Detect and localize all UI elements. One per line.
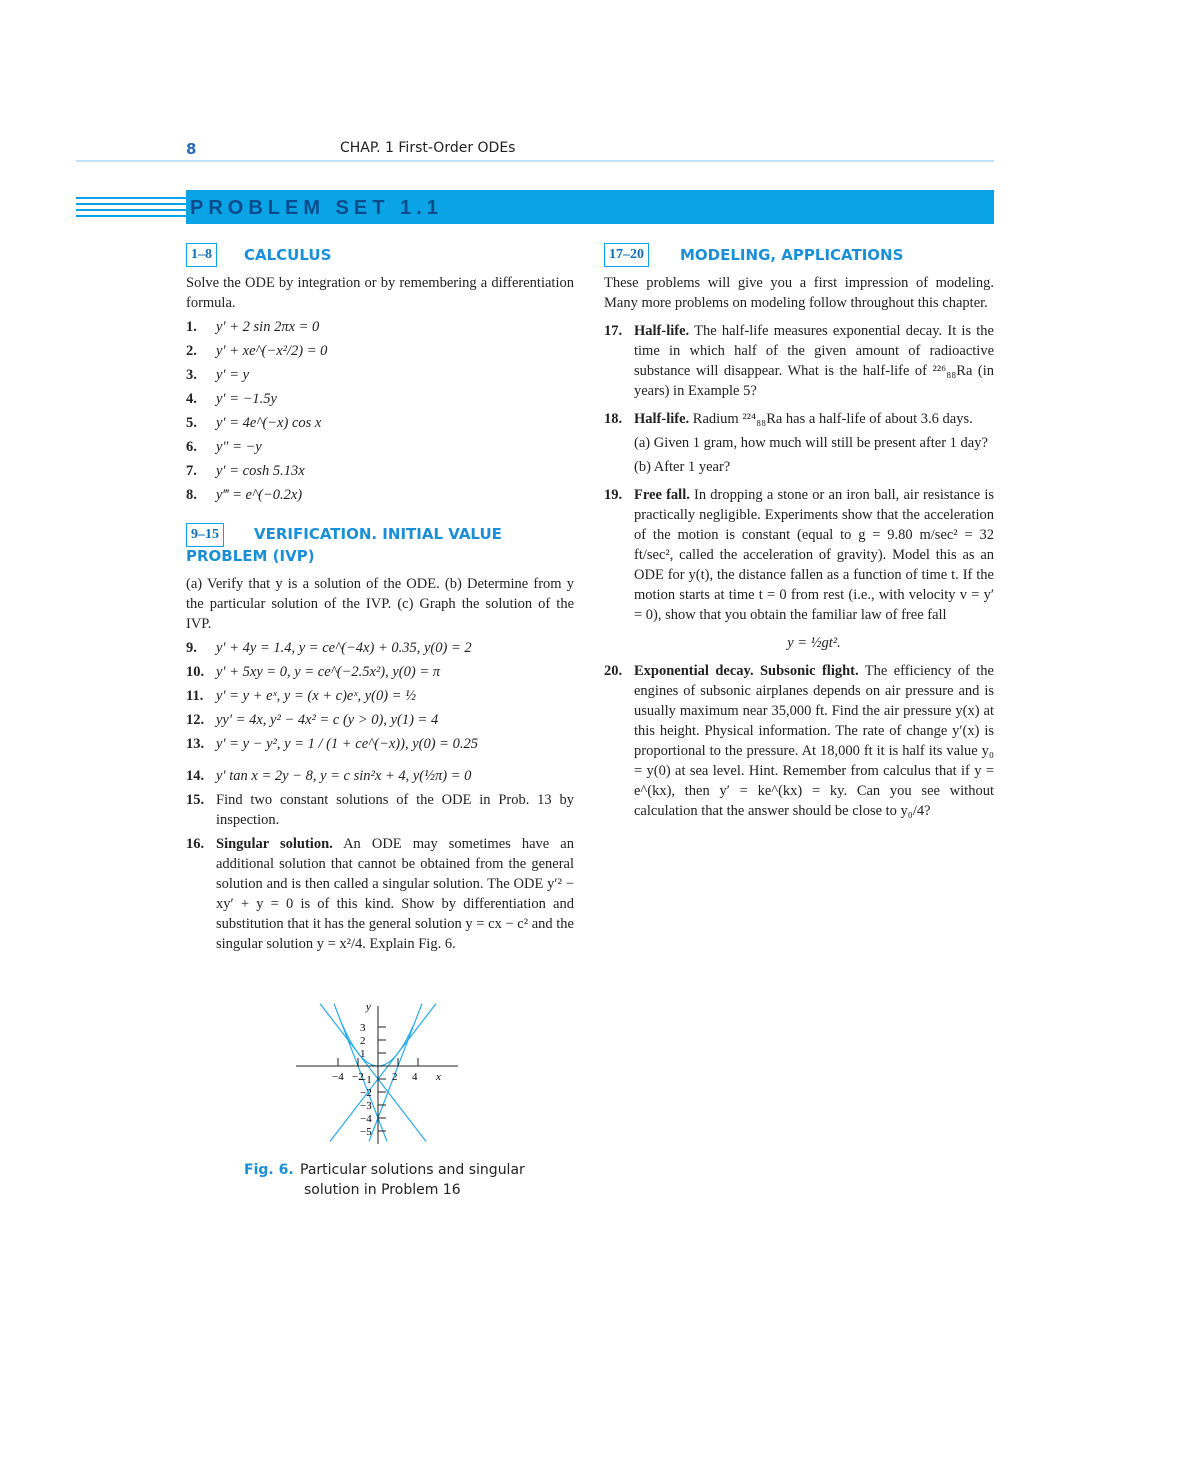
section-range-box: 17–20 [604, 243, 649, 267]
problem-equation: y′ + xe^(−x²/2) = 0 [216, 343, 328, 359]
problem-number: 19. [604, 487, 623, 503]
problem-17 [604, 321, 994, 401]
problem-number: 12. [186, 712, 205, 728]
problem-equation: Find two constant solutions of the ODE in Prob. 13 by inspection. [216, 792, 574, 828]
page-number: 8 [186, 140, 197, 158]
problem-equation: yy′ = 4x, y² − 4x² = c (y > 0), y(1) = 4 [216, 712, 439, 728]
problem-number: 14. [186, 768, 205, 784]
problem-number: 5. [186, 415, 197, 431]
problem-number: 3. [186, 367, 197, 383]
calculus-items [186, 317, 574, 505]
figure-6-plot [296, 996, 460, 1146]
section-title-line2: PROBLEM (IVP) [186, 547, 315, 565]
problem-number: 1. [186, 319, 197, 335]
problem-item [186, 662, 574, 682]
y-axis-label: y [366, 1001, 371, 1013]
problem-number: 6. [186, 439, 197, 455]
problem-equation: y″ = −y [216, 439, 262, 455]
problem-equation: y′ = y − y², y = 1 / (1 + ce^(−x)), y(0) = 0.25 [216, 736, 478, 752]
section-verification [186, 574, 574, 958]
problem-title: Half-life. [634, 411, 690, 427]
problem-equation: An ODE may sometimes have an additional solution that cannot be obtained from the general solution and is then called a singular solution. The ODE y′² − xy′ + y = 0 is of this kind. Show by differentiation and substitution that it has the general solution y = cx − c² and the singular solution y = x²/4. Explain Fig. 6. [216, 836, 574, 952]
y-tick-label: 1 [360, 1048, 366, 1060]
problem-18 [604, 409, 994, 477]
y-tick-label: −2 [360, 1087, 372, 1099]
problem-item [186, 710, 574, 730]
problem-title: Exponential decay. Subsonic flight. [634, 663, 859, 679]
problem-part-b: (b) After 1 year? [634, 459, 731, 475]
problem-number: 10. [186, 664, 205, 680]
y-tick-label: 2 [360, 1035, 366, 1047]
section-range-box: 9–15 [186, 523, 224, 547]
problem-item [186, 317, 574, 337]
banner-title: PROBLEM SET 1.1 [190, 197, 443, 219]
problem-text: The half-life measures exponential decay. It is the time in which half of the given amount of radioactive substance will disappear. What is the half-life of ²²⁶₈₈Ra (in years) in Example 5? [634, 323, 994, 399]
section-title: VERIFICATION. INITIAL VALUE [254, 525, 502, 543]
problem-item [186, 341, 574, 361]
problem-number: 11. [186, 688, 204, 704]
figure-caption: solution in Problem 16 [304, 1182, 461, 1198]
section-intro: (a) Verify that y is a solution of the ODE. (b) Determine from y the particular solution of the IVP. (c) Graph the solution of the IVP. [186, 576, 574, 632]
problem-number: 2. [186, 343, 197, 359]
problem-item [186, 437, 574, 457]
y-tick-label: −1 [360, 1074, 372, 1086]
problem-equation: y′ = cosh 5.13x [216, 463, 305, 479]
section-range-box: 1–8 [186, 243, 217, 267]
problem-item [186, 461, 574, 481]
ivp-items [186, 638, 574, 954]
problem-part-a: (a) Given 1 gram, how much will still be present after 1 day? [634, 435, 988, 451]
section-intro: Solve the ODE by integration or by remembering a differentiation formula. [186, 275, 574, 311]
problem-item [186, 365, 574, 385]
problem-item [186, 790, 574, 830]
y-tick-label: 3 [360, 1022, 366, 1034]
x-tick-label: −4 [332, 1071, 344, 1083]
problem-20 [604, 661, 994, 821]
particular-solution-line [330, 1004, 436, 1142]
x-tick-label: −2 [352, 1071, 364, 1083]
axis-ticks [332, 1022, 418, 1138]
problem-text: Radium ²²⁴₈₈Ra has a half-life of about 3.6 days. [692, 411, 973, 427]
problem-equation: y′ tan x = 2y − 8, y = c sin²x + 4, y(½π) = 0 [216, 768, 472, 784]
section-title: MODELING, APPLICATIONS [680, 246, 904, 264]
figure-caption: Particular solutions and singular [300, 1162, 525, 1178]
free-fall-law: y = ½gt². [787, 635, 841, 651]
y-tick-label: −5 [360, 1126, 372, 1138]
problem-text: The efficiency of the engines of subsonic airplanes depends on air pressure and is usually maximum near 35,000 ft. Find the air pressure y(x) at this height. Physical information. The rate of change y′(x) is proportional to the pressure. At 18,000 ft it is half its value y₀ = y(0) at sea level. Hint. Remember from calculus that if y = e^(kx), then y′ = ke^(kx) = ky. Can you see without calculation that the answer should be close to y₀/4? [634, 663, 994, 819]
problem-text: In dropping a stone or an iron ball, air resistance is practically negligible. Experiments show that the acceleration of the motion is constant (equal to g = 9.80 m/sec² = 32 ft/sec², called the acceleration of gravity). Model this as an ODE for y(t), the distance fallen as a function of time t. If the motion starts at time t = 0 from rest (i.e., with velocity v = y′ = 0), show that you obtain the familiar law of free fall [634, 487, 994, 623]
problem-title: Half-life. [634, 323, 690, 339]
problem-title: Free fall. [634, 487, 690, 503]
problem-number: 8. [186, 487, 197, 503]
problem-equation: y‴ = e^(−0.2x) [216, 487, 303, 503]
problem-item [186, 686, 574, 706]
problem-number: 7. [186, 463, 197, 479]
problem-number: 17. [604, 323, 623, 339]
x-tick-label: 2 [392, 1071, 398, 1083]
problem-equation: y′ = 4e^(−x) cos x [216, 415, 322, 431]
figure-label: Fig. 6. [244, 1162, 294, 1178]
problem-equation: y′ + 5xy = 0, y = ce^(−2.5x²), y(0) = π [216, 664, 440, 680]
problem-number: 15. [186, 792, 205, 808]
section-intro: These problems will give you a first impression of modeling. Many more problems on modeling follow throughout this chapter. [604, 275, 994, 311]
problem-item [186, 834, 574, 954]
y-tick-label: −4 [360, 1113, 372, 1125]
problem-equation: y′ = y [216, 367, 250, 383]
problem-item [186, 638, 574, 658]
problem-item [186, 766, 574, 786]
x-axis-label: x [436, 1071, 441, 1083]
problem-number: 20. [604, 663, 623, 679]
problem-equation: y′ + 2 sin 2πx = 0 [216, 319, 320, 335]
header-rule [76, 160, 994, 162]
y-tick-label: −3 [360, 1100, 372, 1112]
problem-number: 13. [186, 736, 205, 752]
section-title: CALCULUS [244, 246, 332, 264]
problem-equation: y′ = y + eˣ, y = (x + c)eˣ, y(0) = ½ [216, 688, 416, 704]
problem-item [186, 389, 574, 409]
section-modeling [604, 273, 994, 825]
problem-equation: y′ + 4y = 1.4, y = ce^(−4x) + 0.35, y(0) = 2 [216, 640, 472, 656]
problem-item [186, 413, 574, 433]
problem-item [186, 485, 574, 505]
problem-number: 16. [186, 836, 205, 852]
x-tick-label: 4 [412, 1071, 418, 1083]
chapter-title: CHAP. 1 First-Order ODEs [340, 140, 516, 156]
problem-equation: y′ = −1.5y [216, 391, 277, 407]
problem-19 [604, 485, 994, 653]
section-calculus [186, 273, 574, 509]
problem-number: 9. [186, 640, 197, 656]
problem-number: 4. [186, 391, 197, 407]
problem-number: 18. [604, 411, 623, 427]
problem-item [186, 734, 574, 754]
problem-title: Singular solution. [216, 836, 333, 852]
